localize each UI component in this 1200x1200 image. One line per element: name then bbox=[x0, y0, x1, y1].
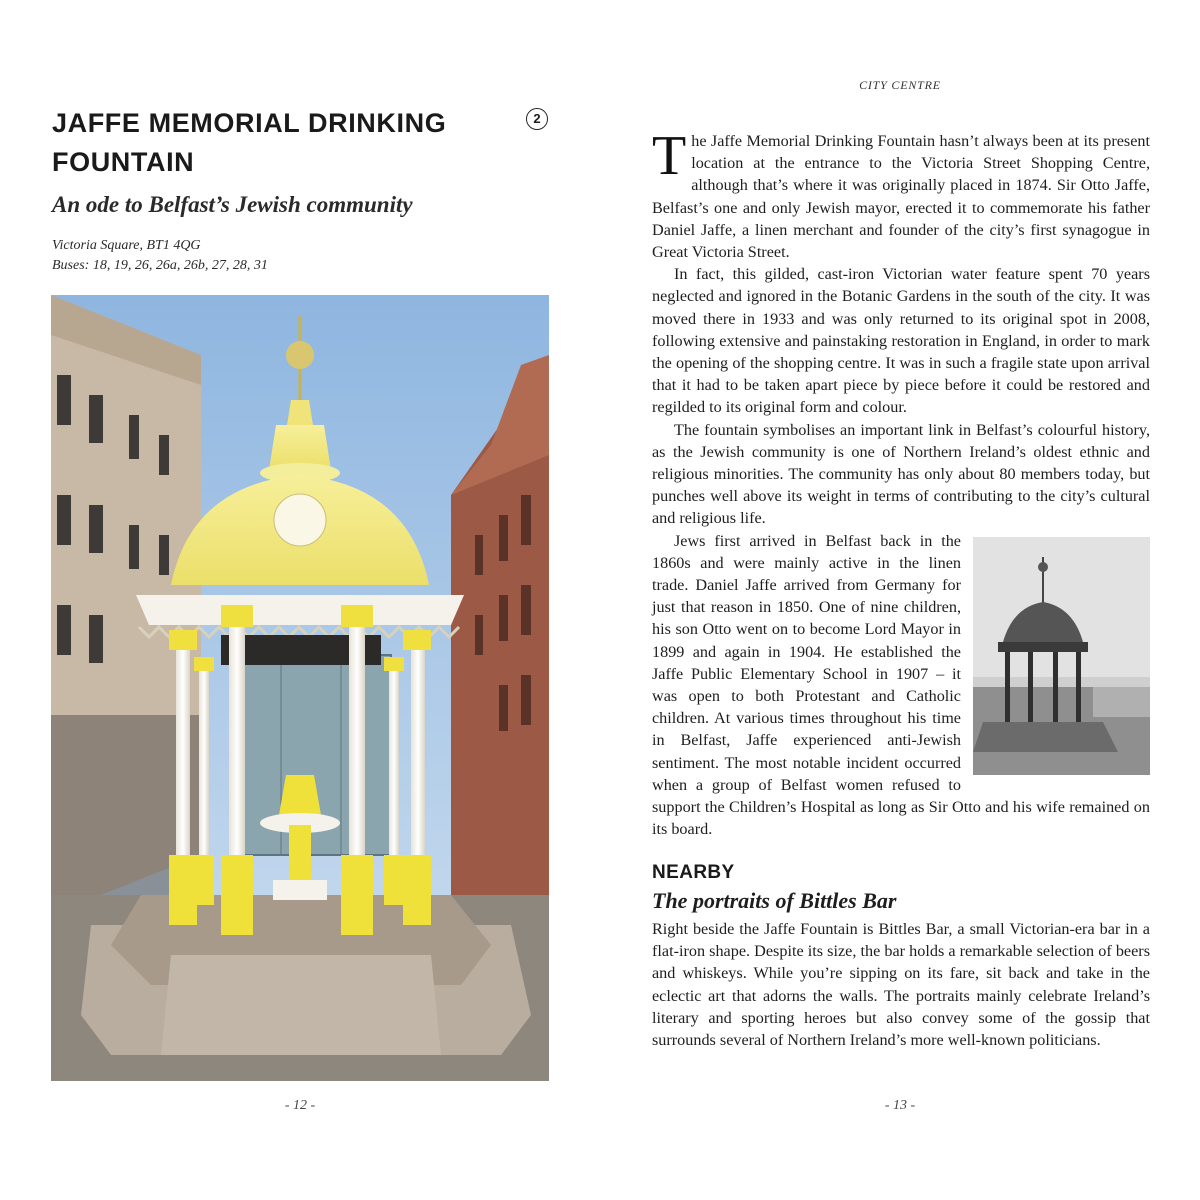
nearby-text: Right beside the Jaffe Fountain is Bittles Bar, a small Victorian-era bar in a flat-iron shape. Despite its size, the bar holds a remarkable selection of beers and whiskeys. While you’re sipping on its fare, sit back and take in the eclectic art that adorns the walls. The portraits mainly celebrate Ireland’s literary and sporting heroes but also convey some of the gossip that surrounds several of Northern Ireland’s more well-known politicians. bbox=[652, 920, 1150, 1050]
article-body bbox=[652, 125, 1150, 841]
fountain-photo bbox=[51, 295, 549, 1081]
historic-photo bbox=[973, 537, 1150, 775]
address-line: Victoria Square, BT1 4QG bbox=[52, 238, 201, 253]
drop-cap: T bbox=[652, 125, 687, 187]
address-block bbox=[52, 236, 532, 276]
nearby-subheading: The portraits of Bittles Bar bbox=[652, 888, 897, 913]
entry-title: JAFFE MEMORIAL DRINKING FOUNTAIN bbox=[52, 108, 447, 177]
buses-line: Buses: 18, 19, 26, 26a, 26b, 27, 28, 31 bbox=[52, 258, 268, 273]
page-number: - 12 - bbox=[284, 1098, 316, 1113]
right-page bbox=[600, 0, 1200, 1200]
entry-subtitle: An ode to Belfast’s Jewish community bbox=[52, 192, 413, 217]
paragraph-1-text: he Jaffe Memorial Drinking Fountain hasn’t always been at its present location at the entrance to the Victoria Street Shopping Centre, although that’s where it was originally placed in 1874. Sir Otto Jaffe, Belfast’s one and only Jewish mayor, erected it to commemorate his father Daniel Jaffe, a linen merchant and founder of the city’s first synagogue in Great Victoria Street. bbox=[652, 132, 1150, 262]
section-header: CITY CENTRE bbox=[859, 78, 941, 92]
paragraph-4 bbox=[652, 530, 1150, 841]
page-number: - 13 - bbox=[884, 1098, 916, 1113]
paragraph-1 bbox=[652, 125, 1150, 263]
entry-number-badge: 2 bbox=[526, 108, 548, 130]
paragraph-2: In fact, this gilded, cast-iron Victorian water feature spent 70 years neglected and ignored in the Botanic Gardens in the south of the city. It was moved there in 1933 and was only returned to its original spot in 2008, following extensive and painstaking restoration in England, in order to mark the opening of the shopping centre. It was in such a fragile state upon arrival that it had to be taken apart piece by piece before it could be restored and regilded to its original form and colour. bbox=[652, 265, 1150, 417]
paragraph-3: The fountain symbolises an important link in Belfast’s colourful history, as the Jewish community is one of Northern Ireland’s oldest ethnic and religious minorities. The community has only about 80 members today, but punches well above its weight in terms of contributing to the city’s cultural and religious life. bbox=[652, 420, 1150, 528]
paragraph-4-text: Jews first arrived in Belfast back in the 1860s and were mainly active in the linen trade. Daniel Jaffe arrived from Germany for just that reason in 1850. One of nine children, his son Otto went on to become Lord Mayor in 1899 and again in 1904. He established the Jaffe Public Elementary School in 1907 – it was open to both Protestant and Catholic children. At various times throughout his time in Belfast, Jaffe experienced anti-Jewish sentiment. The most notable incident occurred when a group of Belfast women refused to support the Children’s Hospital as long as Sir Otto and his wife remained on its board. bbox=[652, 531, 1150, 839]
nearby-heading: NEARBY bbox=[652, 862, 735, 883]
